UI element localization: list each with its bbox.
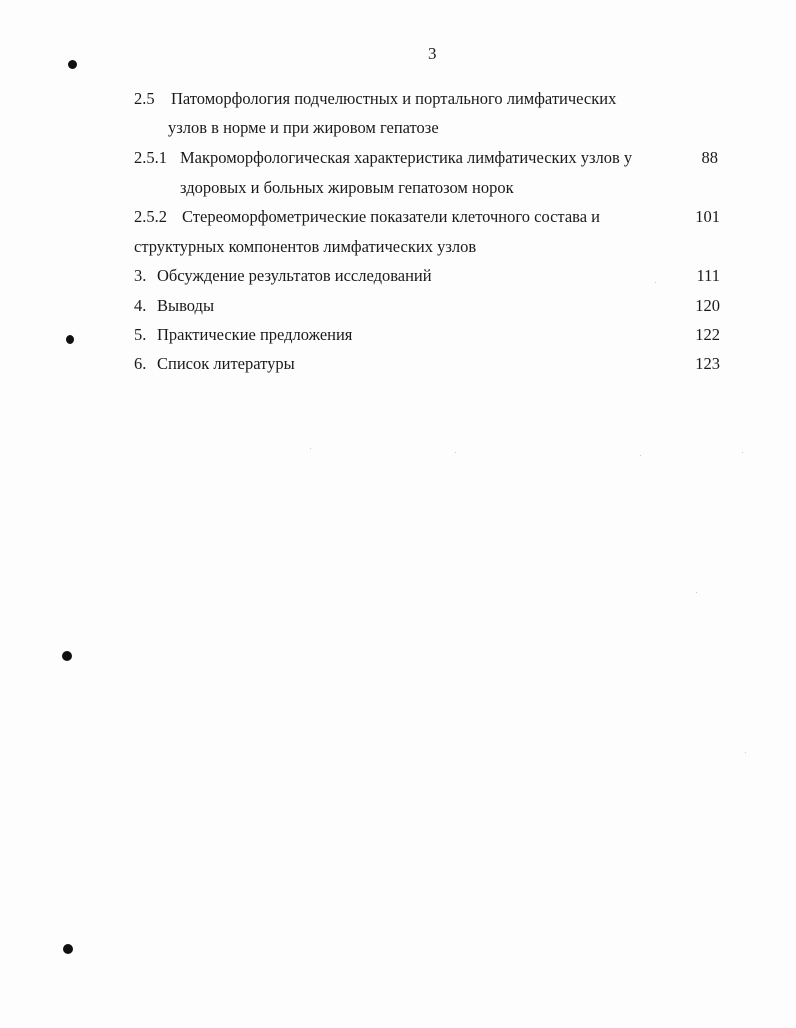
toc-entry-title-continued: структурных компонентов лимфатических узлов: [134, 237, 477, 256]
toc-entry-title: Стереоморфометрические показатели клеточного состава и: [182, 207, 601, 226]
toc-entry-page: 101: [695, 207, 720, 226]
toc-entry-number: 6.: [134, 354, 147, 373]
scan-speck: [696, 592, 697, 593]
toc-entry-page: 123: [695, 354, 720, 373]
scan-speck: [455, 452, 456, 453]
scan-speck: [310, 448, 311, 449]
toc-entry-page: 111: [696, 266, 720, 285]
toc-entry-title: Патоморфология подчелюстных и портального лимфатических: [171, 89, 617, 108]
scan-speck: [745, 752, 746, 753]
toc-entry-number: 2.5: [134, 89, 155, 108]
toc-entry-title: Список литературы: [157, 354, 295, 373]
toc-entry-title: Практические предложения: [157, 325, 353, 344]
toc-entry-number: 4.: [134, 296, 147, 315]
toc-entry-title: Обсуждение результатов исследований: [157, 266, 432, 285]
toc-entry-number: 2.5.2: [134, 207, 167, 226]
toc-entry-page: 88: [701, 148, 718, 167]
toc-entry-number: 5.: [134, 325, 147, 344]
scan-speck: [640, 455, 641, 456]
toc-entry-number: 2.5.1: [134, 148, 167, 167]
toc-entry-title: Выводы: [157, 296, 215, 315]
punch-hole-mark: [63, 944, 73, 954]
toc-entry-title: Макроморфологическая характеристика лимфатических узлов у: [180, 148, 633, 167]
punch-hole-mark: [62, 651, 72, 661]
punch-hole-mark: [68, 60, 77, 69]
toc-entry-page: 120: [695, 296, 720, 315]
punch-hole-mark: [66, 335, 74, 344]
scan-speck: [655, 282, 656, 283]
scan-speck: [742, 452, 743, 453]
page-number: 3: [428, 44, 437, 63]
toc-entry-title-continued: узлов в норме и при жировом гепатозе: [168, 118, 439, 137]
toc-entry-number: 3.: [134, 266, 147, 285]
toc-entry-page: 122: [695, 325, 720, 344]
toc-entry-title-continued: здоровых и больных жировым гепатозом норок: [180, 178, 514, 197]
